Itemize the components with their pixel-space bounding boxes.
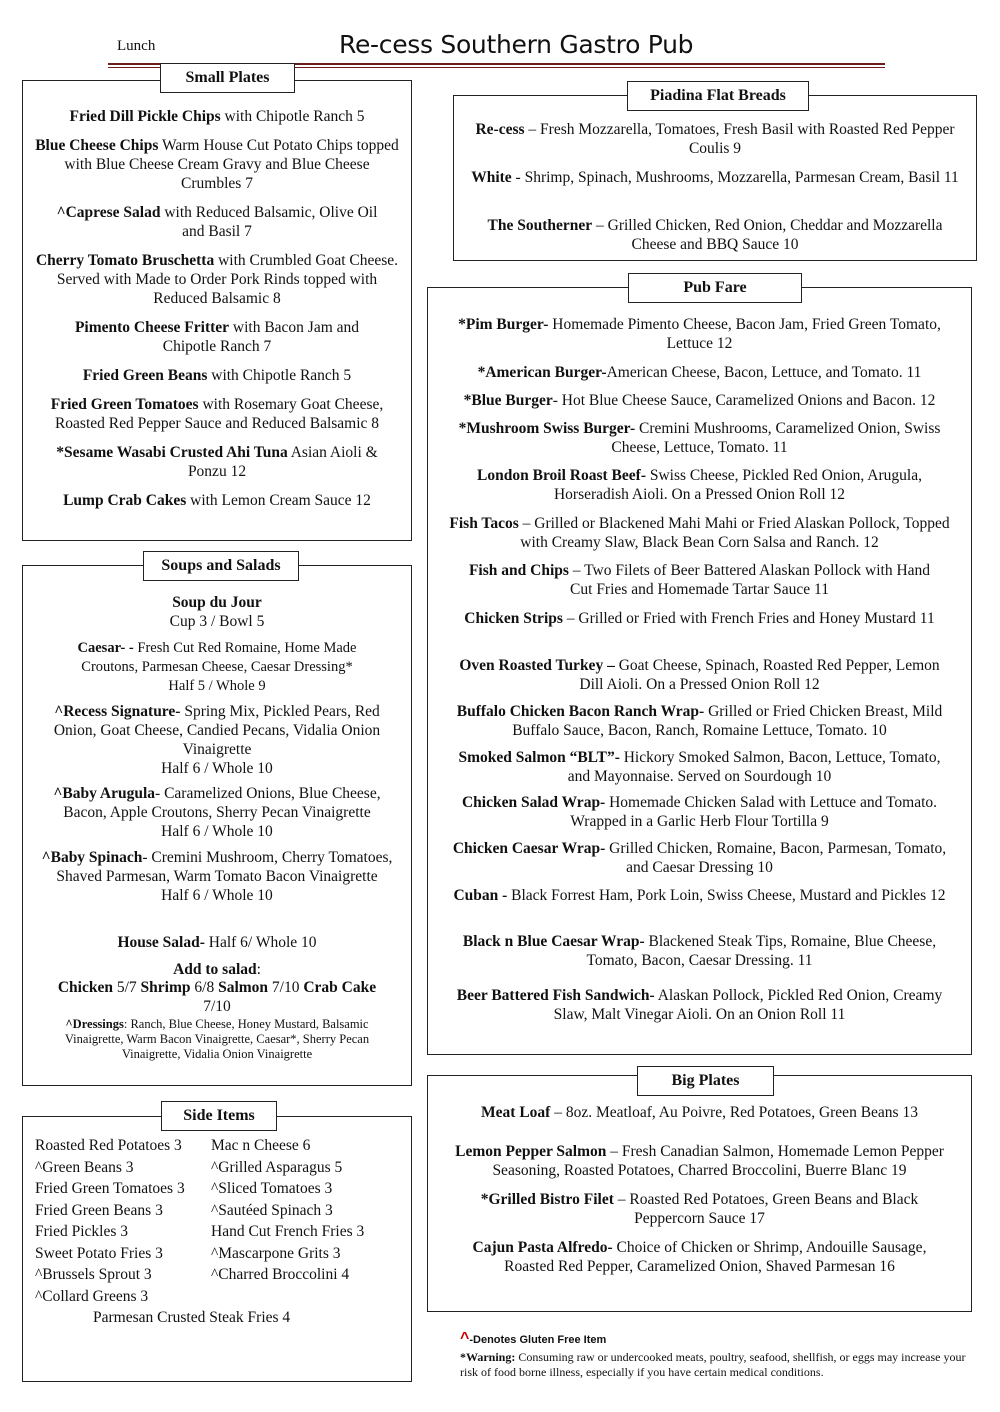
flat-breads-section xyxy=(453,95,977,261)
menu-item: *American Burger-American Cheese, Bacon, Lettuce, and Tomato. 11 xyxy=(477,364,922,381)
house-salad: House Salad- Half 6/ Whole 10 xyxy=(117,934,317,951)
menu-item: Chicken Strips – Grilled or Fried with French Fries and Honey Mustard 11 xyxy=(464,610,935,627)
menu-item: *Blue Burger- Hot Blue Cheese Sauce, Caramelized Onions and Bacon. 12 xyxy=(463,392,936,409)
side-items-left xyxy=(35,1135,185,1307)
side-items-heading: Side Items xyxy=(161,1101,277,1131)
side-item: Parmesan Crusted Steak Fries 4 xyxy=(93,1309,291,1326)
gluten-free-note: ^-Denotes Gluten Free Item xyxy=(460,1330,607,1347)
big-plates-heading: Big Plates xyxy=(637,1066,774,1096)
menu-item: *Sesame Wasabi Crusted Ahi Tuna Asian Aioli & Ponzu 12 xyxy=(56,444,378,480)
menu-item: London Broil Roast Beef- Swiss Cheese, Pickled Red Onion, Arugula, Horseradish Aioli. On a Pressed Onion Roll 12 xyxy=(477,467,922,503)
side-item: Hand Cut French Fries 3 xyxy=(211,1223,365,1240)
menu-item: Lump Crab Cakes with Lemon Cream Sauce 12 xyxy=(63,492,371,509)
salad-item: ^Baby Arugula- Caramelized Onions, Blue Cheese, Bacon, Apple Croutons, Sherry Pecan Vinaigrette Half 6 / Whole 10 xyxy=(53,785,381,840)
small-plates-heading: Small Plates xyxy=(160,63,295,93)
soups-salads-section xyxy=(22,565,412,1086)
menu-item: *Mushroom Swiss Burger- Cremini Mushrooms, Caramelized Onion, Swiss Cheese, Lettuce, Tomato. 11 xyxy=(458,420,941,456)
soups-salads-heading: Soups and Salads xyxy=(143,551,299,581)
side-items-section xyxy=(22,1116,412,1382)
menu-item: Pimento Cheese Fritter with Bacon Jam and Chipotle Ranch 7 xyxy=(74,319,360,355)
menu-item: ^Caprese Salad with Reduced Balsamic, Olive Oil and Basil 7 xyxy=(56,204,378,240)
side-item: ^Green Beans 3 xyxy=(35,1158,134,1176)
side-item: ^Sautéed Spinach 3 xyxy=(211,1201,333,1219)
meal-period: Lunch xyxy=(117,38,156,54)
flat-breads-heading: Piadina Flat Breads xyxy=(627,81,809,111)
salad-item: Caesar- - Fresh Cut Red Romaine, Home Made Croutons, Parmesan Cheese, Caesar Dressing* Half 5 / Whole 9 xyxy=(77,640,357,694)
menu-item: Chicken Caesar Wrap- Grilled Chicken, Romaine, Bacon, Parmesan, Tomato, and Caesar Dressing 10 xyxy=(452,840,947,876)
soup-name: Soup du Jour xyxy=(172,594,262,611)
salad-item: ^Baby Spinach- Cremini Mushroom, Cherry Tomatoes, Shaved Parmesan, Warm Tomato Bacon Vinaigrette Half 6 / Whole 10 xyxy=(41,849,393,904)
caret-icon: ^ xyxy=(460,1330,470,1347)
menu-item: Buffalo Chicken Bacon Ranch Wrap- Grilled or Fried Chicken Breast, Mild Buffalo Sauce, Bacon, Ranch, Romaine Lettuce, Tomato. 10 xyxy=(456,703,943,739)
side-item: Mac n Cheese 6 xyxy=(211,1137,311,1154)
menu-item: White - Shrimp, Spinach, Mushrooms, Mozzarella, Parmesan Cream, Basil 11 xyxy=(471,169,959,186)
side-item: ^Grilled Asparagus 5 xyxy=(211,1158,343,1176)
menu-item: Cherry Tomato Bruschetta with Crumbled Goat Cheese. Served with Made to Order Pork Rinds topped with Reduced Balsamic 8 xyxy=(35,252,399,307)
side-item: Fried Green Tomatoes 3 xyxy=(35,1180,185,1197)
add-to-salad-options: Chicken 5/7 Shrimp 6/8 Salmon 7/10 Crab Cake 7/10 xyxy=(57,979,377,1015)
menu-item: *Pim Burger- Homemade Pimento Cheese, Bacon Jam, Fried Green Tomato, Lettuce 12 xyxy=(458,316,941,352)
side-item: Sweet Potato Fries 3 xyxy=(35,1244,163,1262)
side-item: Roasted Red Potatoes 3 xyxy=(35,1137,182,1154)
menu-item: Cuban - Black Forrest Ham, Pork Loin, Swiss Cheese, Mustard and Pickles 12 xyxy=(453,887,946,904)
menu-item: Blue Cheese Chips Warm House Cut Potato Chips topped with Blue Cheese Cream Gravy and Blue Cheese Crumbles 7 xyxy=(35,137,399,192)
side-item: ^Collard Greens 3 xyxy=(35,1287,149,1305)
menu-item: Smoked Salmon “BLT”- Hickory Smoked Salmon, Bacon, Lettuce, Tomato, and Mayonnaise. Served on Sourdough 10 xyxy=(458,749,941,785)
menu-item: Cajun Pasta Alfredo- Choice of Chicken or Shrimp, Andouille Sausage, Roasted Red Pepper, Caramelized Onion, Shaved Parmesan 16 xyxy=(472,1239,927,1275)
menu-item: Fish Tacos – Grilled or Blackened Mahi Mahi or Fried Alaskan Pollock, Topped with Creamy Slaw, Black Bean Corn Salsa and Ranch. 12 xyxy=(449,515,950,551)
side-items-right xyxy=(211,1135,364,1286)
menu-item: Meat Loaf – 8oz. Meatloaf, Au Poivre, Red Potatoes, Green Beans 13 xyxy=(481,1104,918,1121)
menu-item: Re-cess – Fresh Mozzarella, Tomatoes, Fresh Basil with Roasted Red Pepper Coulis 9 xyxy=(475,121,955,157)
menu-item: Fried Dill Pickle Chips with Chipotle Ranch 5 xyxy=(69,108,365,125)
big-plates-section xyxy=(427,1075,972,1312)
menu-item: Oven Roasted Turkey – Goat Cheese, Spinach, Roasted Red Pepper, Lemon Dill Aioli. On a Pressed Onion Roll 12 xyxy=(459,657,940,693)
menu-item: Fried Green Beans with Chipotle Ranch 5 xyxy=(82,367,352,384)
menu-item: *Grilled Bistro Filet – Roasted Red Potatoes, Green Beans and Black Peppercorn Sauce 17 xyxy=(480,1191,919,1227)
menu-item: The Southerner – Grilled Chicken, Red Onion, Cheddar and Mozzarella Cheese and BBQ Sauce 10 xyxy=(487,217,943,253)
salad-item: ^Recess Signature- Spring Mix, Pickled Pears, Red Onion, Goat Cheese, Candied Pecans, Vidalia Onion Vinaigrette Half 6 / Whole 10 xyxy=(53,703,381,777)
food-safety-warning: *Warning: Consuming raw or undercooked meats, poultry, seafood, shellfish, or eggs may increase your risk of food borne illness, especially if you have certain medical conditions. xyxy=(460,1350,966,1379)
side-item: ^Brussels Sprout 3 xyxy=(35,1266,152,1283)
side-item: Fried Green Beans 3 xyxy=(35,1201,163,1219)
add-to-salad-label: Add to salad: xyxy=(173,961,261,978)
side-item: ^Charred Broccolini 4 xyxy=(211,1266,350,1283)
menu-item: Black n Blue Caesar Wrap- Blackened Steak Tips, Romaine, Blue Cheese, Tomato, Bacon, Caesar Dressing. 11 xyxy=(462,933,937,969)
side-item: Fried Pickles 3 xyxy=(35,1223,128,1240)
menu-item: Lemon Pepper Salmon – Fresh Canadian Salmon, Homemade Lemon Pepper Seasoning, Roasted Potatoes, Charred Broccolini, Buerre Blanc 19 xyxy=(455,1143,944,1179)
menu-item: Chicken Salad Wrap- Homemade Chicken Salad with Lettuce and Tomato. Wrapped in a Garlic Herb Flour Tortilla 9 xyxy=(461,794,938,830)
menu-item: Fried Green Tomatoes with Rosemary Goat Cheese, Roasted Red Pepper Sauce and Reduced Balsamic 8 xyxy=(50,396,384,432)
restaurant-title: Re-cess Southern Gastro Pub xyxy=(339,30,694,59)
small-plates-section xyxy=(22,80,412,541)
dressings-list: ^Dressings: Ranch, Blue Cheese, Honey Mustard, Balsamic Vinaigrette, Warm Bacon Vinaigrette, Caesar*, Sherry Pecan Vinaigrette, Vidalia Onion Vinaigrette xyxy=(64,1017,370,1061)
side-item: ^Sliced Tomatoes 3 xyxy=(211,1180,333,1197)
menu-item: Fish and Chips – Two Filets of Beer Battered Alaskan Pollock with Hand Cut Fries and Homemade Tartar Sauce 11 xyxy=(468,562,931,598)
pub-fare-heading: Pub Fare xyxy=(628,273,802,303)
menu-item: Beer Battered Fish Sandwich- Alaskan Pollock, Pickled Red Onion, Creamy Slaw, Malt Vinegar Aioli. On an Onion Roll 11 xyxy=(456,987,943,1023)
pub-fare-section xyxy=(427,287,972,1055)
side-item: ^Mascarpone Grits 3 xyxy=(211,1244,341,1262)
soup-price: Cup 3 / Bowl 5 xyxy=(169,613,265,630)
